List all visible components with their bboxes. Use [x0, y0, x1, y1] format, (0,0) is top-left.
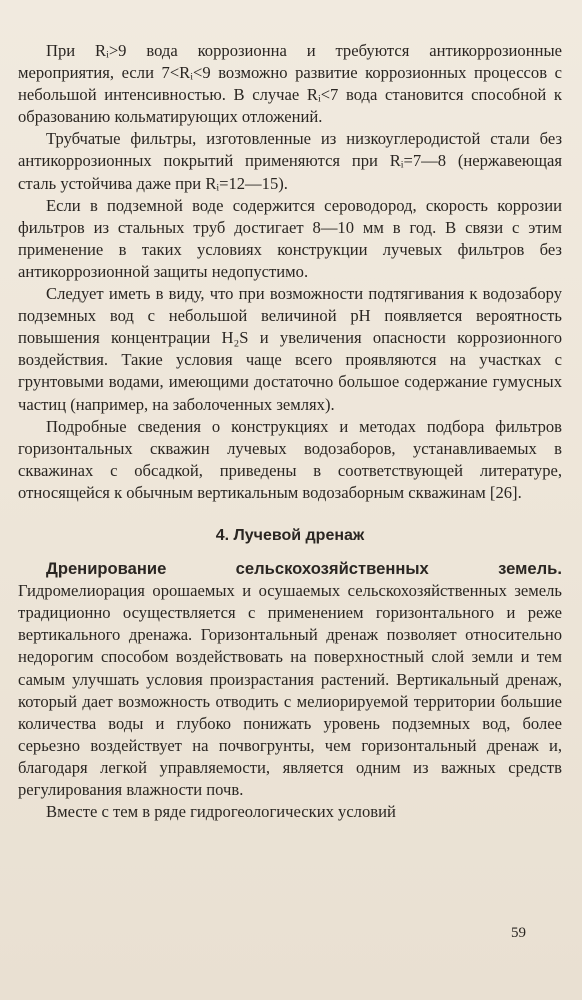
page-number: 59: [511, 925, 526, 941]
section-paragraph-body: Гидромелиорация орошаемых и осушаемых сельскохозяйственных земель традиционно осуществляется с применением горизонтального и реже вертикального дренажа. Горизонтальный дренаж позволяет относительно недорогим способом воздействовать на поверхностный слой земли и тем самым улучшать условия произрастания растений. Вертикальный дренаж, который дает возможность отводить с мелиорируемой территории большие количества воды и глубоко понижать уровень подземных вод, более серьезно воздействует на почвогрунты, чем горизонтальный дренаж и, благодаря легкой управляемости, является одним из важных средств регулирования влажности почв.: [18, 581, 562, 799]
section-heading: 4. Лучевой дренаж: [215, 526, 365, 544]
paragraph-drainage: [18, 558, 562, 801]
page-text: [18, 40, 562, 823]
paragraph-corrosion-index: При Rᵢ>9 вода коррозионна и требуются антикоррозионные мероприятия, если 7<Rᵢ<9 возможно развитие коррозионных процессов с небольшой интенсивностью. В случае Rᵢ<7 вода становится способной к образованию кольматирующих отложений.: [18, 41, 562, 127]
paragraph-last: Вместе с тем в ряде гидрогеологических условий: [46, 802, 396, 822]
paragraph-references: Подробные сведения о конструкциях и методах подбора фильтров горизонтальных скважин лучевых водозаборов, устанавливаемых в скважинах с обсадкой, приведены в соответствующей литературе, относящейся к обычным вертикальным водозаборным скважинам [26].: [18, 416, 562, 502]
paragraph-hydrogen-sulfide: Если в подземной воде содержится сероводород, скорость коррозии фильтров из стальных труб достигает 8—10 мм в год. В связи с этим применение в таких условиях конструкции лучевых фильтров без антикоррозионной защиты недопустимо.: [18, 195, 562, 281]
section-runin-title: Дренирование сельскохозяйственных земель.: [46, 559, 562, 579]
paragraph-tube-filters: Трубчатые фильтры, изготовленные из низкоуглеродистой стали без антикоррозионных покрытий применяются при Rᵢ=7—8 (нержавеющая сталь устойчива даже при Rᵢ=12—15).: [18, 129, 562, 193]
paragraph-ph-conditions: Следует иметь в виду, что при возможности подтягивания к водозабору подземных вод с небольшой величиной pH появляется вероятность повышения концентрации H₂S и увеличения опасности коррозионного воздействия. Такие условия чаще всего проявляются на участках с грунтовыми водами, имеющими достаточно большое содержание гумусных частиц (например, на заболоченных землях).: [18, 284, 562, 414]
